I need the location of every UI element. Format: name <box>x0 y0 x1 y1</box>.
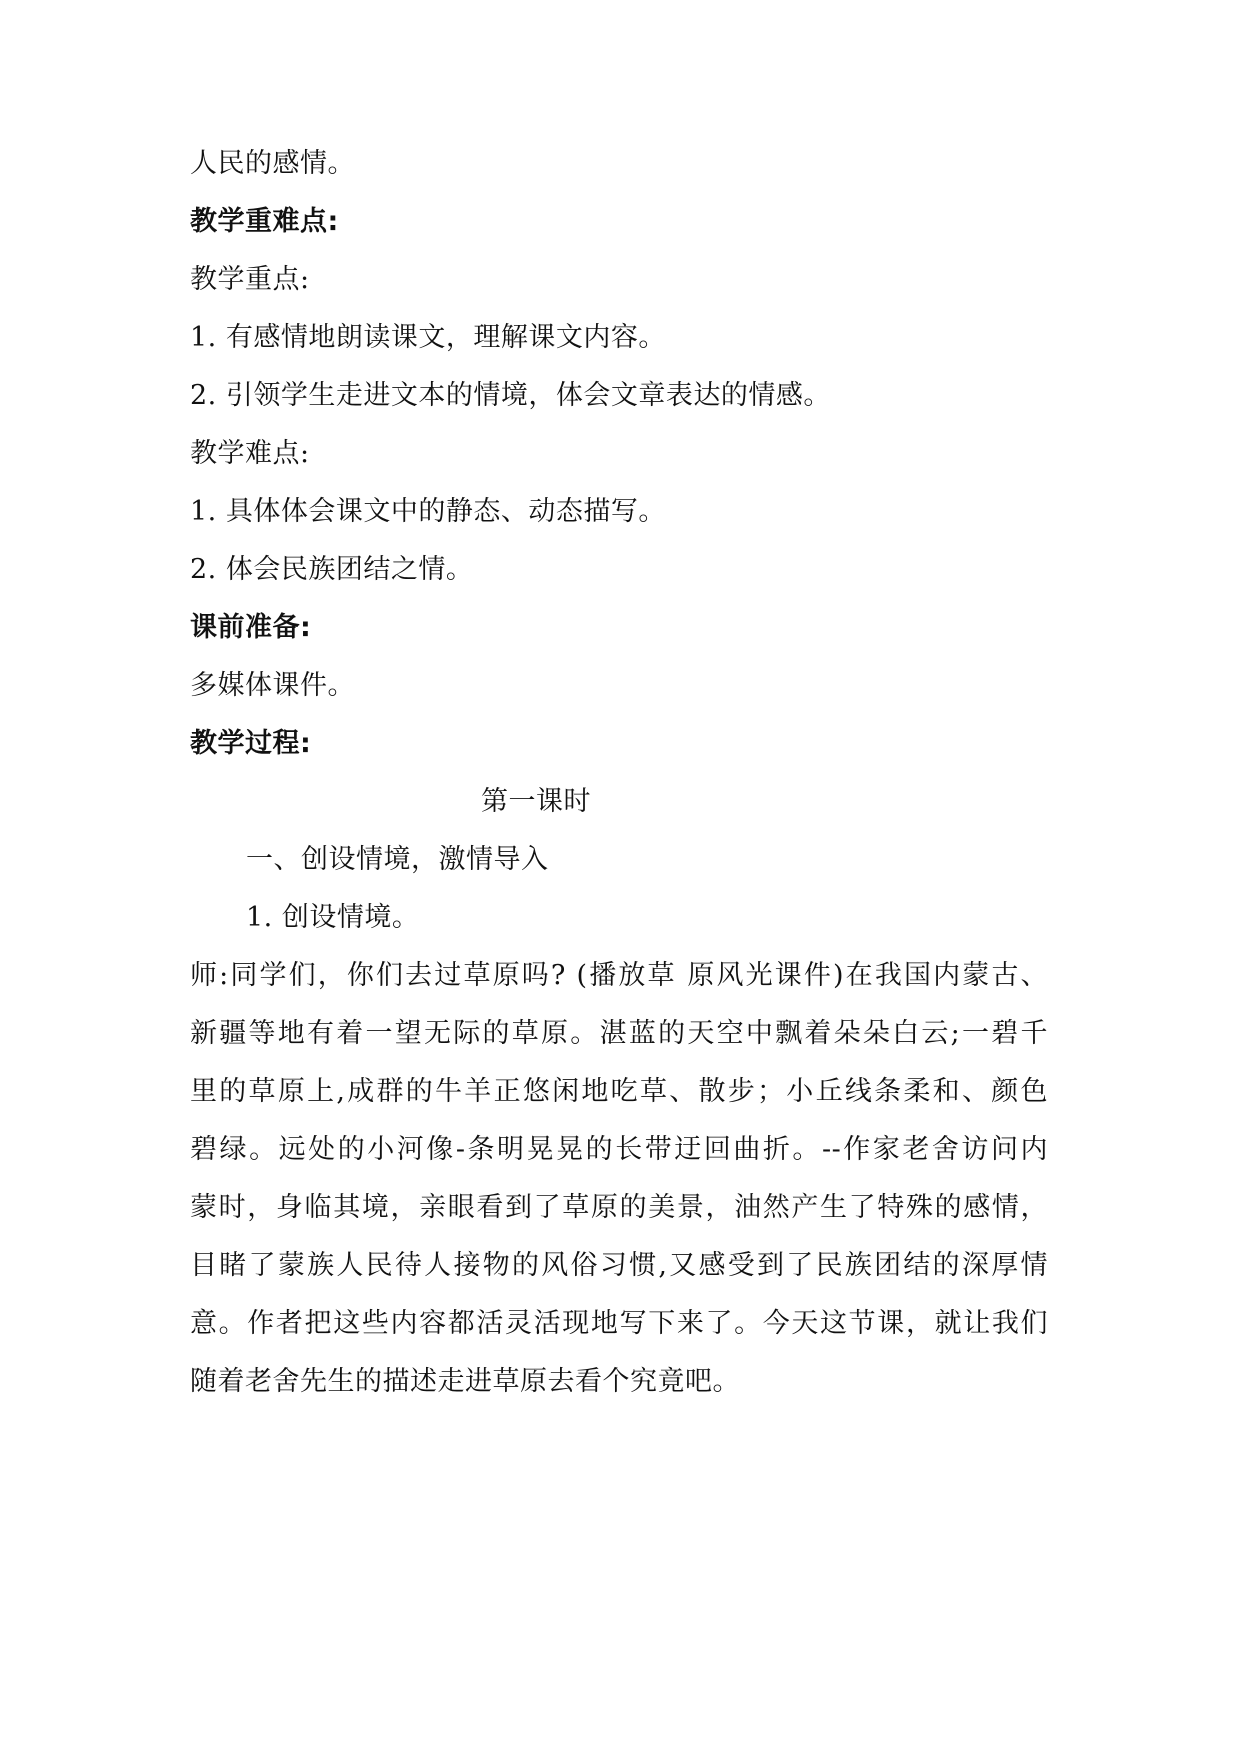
paragraph-line: 目睹了蒙族人民待人接物的风俗习惯,又感受到了民族团结的深厚情 <box>190 1250 1048 1281</box>
list-item: 2. 体会民族团结之情。 <box>190 554 474 585</box>
subheading-key-points: 教学重点: <box>190 264 310 295</box>
paragraph-line: 师:同学们，你们去过草原吗? (播放草 原风光课件)在我国内蒙古、 <box>190 960 1048 991</box>
section-heading-key-difficult-points: 教学重难点: <box>190 206 339 237</box>
list-item: 1. 具体体会课文中的静态、动态描写。 <box>190 496 666 527</box>
paragraph-line: 新疆等地有着一望无际的草原。湛蓝的天空中飘着朵朵白云;一碧千 <box>190 1018 1048 1049</box>
paragraph-line: 里的草原上,成群的牛羊正悠闲地吃草、散步；小丘线条柔和、颜色 <box>190 1076 1048 1107</box>
list-item: 2. 引领学生走进文本的情境，体会文章表达的情感。 <box>190 380 831 411</box>
section-heading-teaching-process: 教学过程: <box>190 728 312 759</box>
step-subheading: 1. 创设情境。 <box>246 902 420 933</box>
paragraph-line: 碧绿。远处的小河像-条明晃晃的长带迂回曲折。--作家老舍访问内 <box>190 1134 1048 1165</box>
list-item: 1. 有感情地朗读课文，理解课文内容。 <box>190 322 666 353</box>
paragraph-line: 人民的感情。 <box>190 148 355 179</box>
paragraph-line: 蒙时，身临其境，亲眼看到了草原的美景，油然产生了特殊的感情， <box>190 1192 1048 1223</box>
lesson-title: 第一课时 <box>481 786 591 817</box>
paragraph-line: 意。作者把这些内容都活灵活现地写下来了。今天这节课，就让我们 <box>190 1308 1048 1339</box>
step-heading: 一、创设情境，激情导入 <box>246 844 549 875</box>
paragraph-line: 多媒体课件。 <box>190 670 355 701</box>
paragraph-line: 随着老舍先生的描述走进草原去看个究竟吧。 <box>190 1366 740 1397</box>
subheading-difficult-points: 教学难点: <box>190 438 310 469</box>
section-heading-preparation: 课前准备: <box>190 612 312 643</box>
